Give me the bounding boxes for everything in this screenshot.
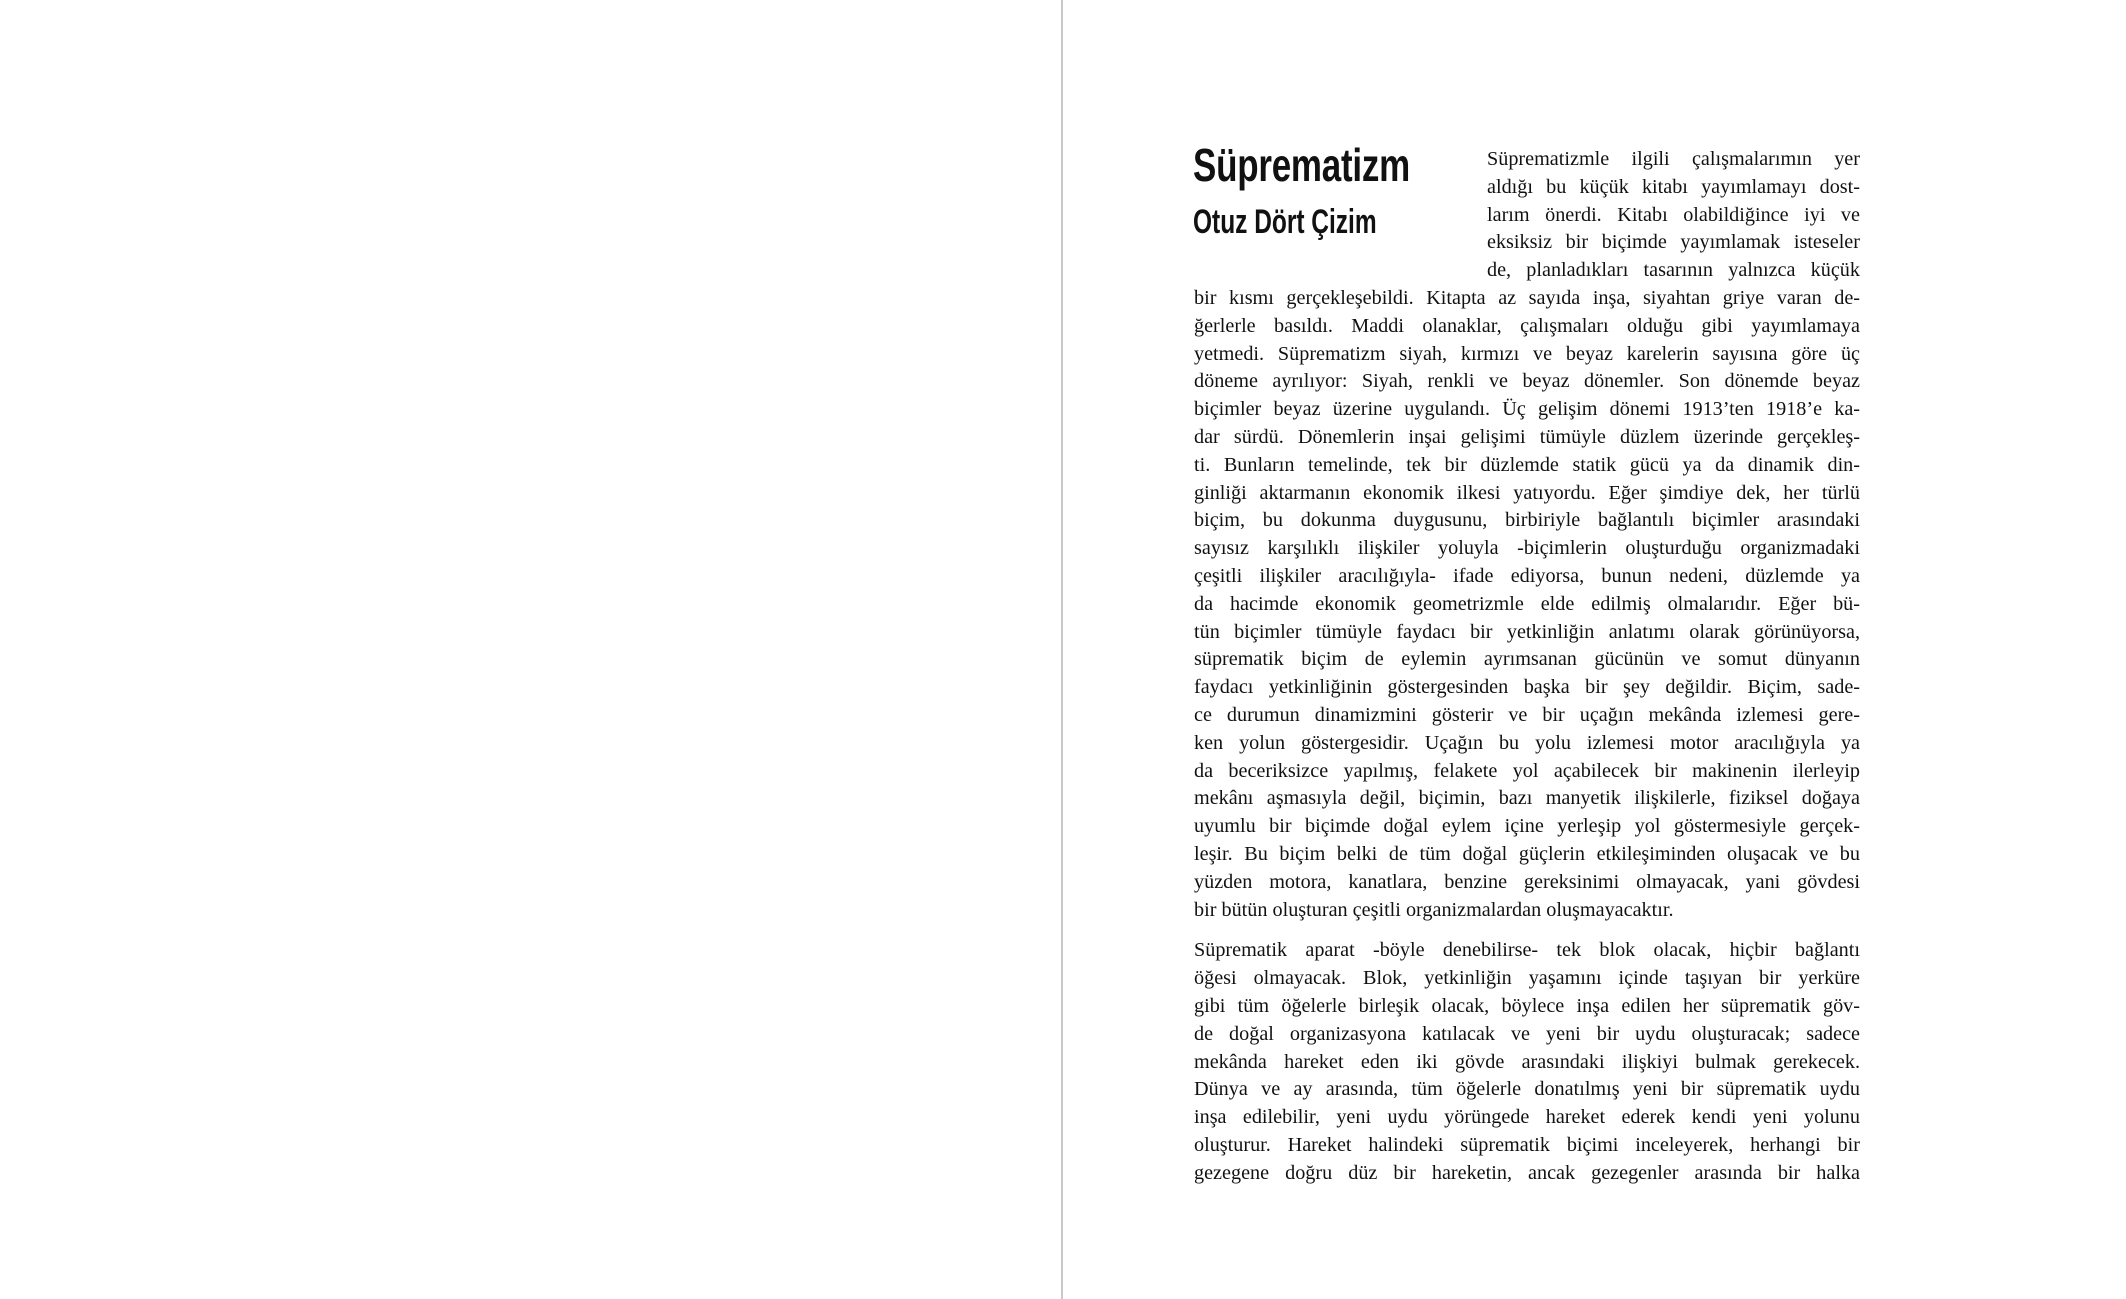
text-line: dar sürdü. Dönemlerin inşai gelişimi tümüyle düzlem üzerinde gerçekleş- [1194,425,1860,448]
body-text [1194,146,1860,1187]
text-line: tün biçimler tümüyle faydacı bir yetkinliğin anlatımı olarak görünüyorsa, [1194,620,1860,643]
text-line: uyumlu bir biçimde doğal eylem içine yerleşip yol göstermesiyle gerçek- [1194,815,1860,838]
text-line: gibi tüm öğelerle birleşik olacak, böylece inşa edilen her süprematik göv- [1194,994,1860,1017]
text-line: gezegene doğru düz bir hareketin, ancak gezegenler arasında bir halka [1194,1161,1860,1184]
text-line: ti. Bunların temelinde, tek bir düzlemde statik gücü ya da dinamik din- [1194,453,1860,476]
text-line: Süprematizmle ilgili çalışmalarımın yer [1487,148,1860,170]
text-line: döneme ayrılıyor: Siyah, renkli ve beyaz dönemler. Son dönemde beyaz [1194,370,1860,393]
text-line: de, planladıkları tasarının yalnızca küçük [1487,259,1860,282]
paragraph-2 [1194,937,1860,1187]
text-line: yüzden motora, kanatlara, benzine gereksinimi olmayacak, yani gövdesi [1194,870,1860,893]
text-line: süprematik biçim de eylemin ayrımsanan gücünün ve somut dünyanın [1194,648,1860,671]
text-line: leşir. Bu biçim belki de tüm doğal güçlerin etkileşiminden oluşacak ve bu [1194,842,1860,865]
text-line: faydacı yetkinliğinin göstergesinden başka bir şey değildir. Biçim, sade- [1194,676,1860,699]
text-line: sayısız karşılıklı ilişkiler yoluyla -biçimlerin oluşturduğu organizmadaki [1194,537,1860,560]
text-line: eksiksiz bir biçimde yayımlamak isteseler [1487,231,1860,254]
text-line: de doğal organizasyona katılacak ve yeni bir uydu oluşturacak; sadece [1194,1022,1860,1045]
text-line: Süprematik aparat -böyle denebilirse- tek blok olacak, hiçbir bağlantı [1194,939,1860,962]
text-line: biçim, bu dokunma duygusunu, birbiriyle bağlantılı biçimler arasındaki [1194,509,1860,532]
text-line: ken yolun göstergesidir. Uçağın bu yolu izlemesi motor aracılığıyla ya [1194,731,1860,754]
text-line: aldığı bu küçük kitabı yayımlamayı dost- [1487,175,1860,198]
text-line: yetmedi. Süprematizm siyah, kırmızı ve beyaz karelerin sayısına göre üç [1194,342,1860,365]
text-line: da beceriksizce yapılmış, felakete yol açabilecek bir makinenin ilerleyip [1194,759,1860,782]
chapter-title: Süprematizm [1193,139,1411,191]
text-line: bir bütün oluşturan çeşitli organizmalardan oluşmayacaktır. [1194,898,1674,921]
paragraph-1 [1194,146,1860,924]
text-line: çeşitli ilişkiler aracılığıyla- ifade ediyorsa, bunun nedeni, düzlemde ya [1194,564,1860,587]
text-line: ginliği aktarmanın ekonomik ilkesi yatıyordu. Eğer şimdiye dek, her türlü [1194,481,1860,504]
text-line: öğesi olmayacak. Blok, yetkinliğin yaşamını içinde taşıyan bir yerküre [1194,967,1860,990]
text-line: larım önerdi. Kitabı olabildiğince iyi ve [1487,203,1860,226]
text-line: Dünya ve ay arasında, tüm öğelerle donatılmış yeni bir süprematik uydu [1194,1078,1860,1101]
text-line: mekânda hareket eden iki gövde arasındaki ilişkiyi bulmak gerekecek. [1194,1050,1860,1073]
chapter-subtitle: Otuz Dört Çizim [1193,203,1377,241]
left-page-blank [0,0,1061,1299]
text-line: ğerlerle basıldı. Maddi olanaklar, çalışmaları olduğu gibi yayımlamaya [1194,314,1860,337]
text-line: bir kısmı gerçekleşebildi. Kitapta az sayıda inşa, siyahtan griye varan de- [1194,286,1860,309]
text-line: oluşturur. Hareket halindeki süprematik biçimi inceleyerek, herhangi bir [1194,1133,1860,1156]
text-line: mekânı aşmasıyla değil, biçimin, bazı manyetik ilişkilerle, fiziksel doğaya [1194,787,1860,810]
text-line: ce durumun dinamizmini gösterir ve bir uçağın mekânda izlemesi gere- [1194,703,1860,726]
text-line: da hacimde ekonomik geometrizmle elde edilmiş olmalarıdır. Eğer bü- [1194,592,1860,615]
text-line: inşa edilebilir, yeni uydu yörüngede hareket ederek kendi yeni yolunu [1194,1106,1860,1129]
text-line: biçimler beyaz üzerine uygulandı. Üç gelişim dönemi 1913’ten 1918’e ka- [1194,398,1860,421]
